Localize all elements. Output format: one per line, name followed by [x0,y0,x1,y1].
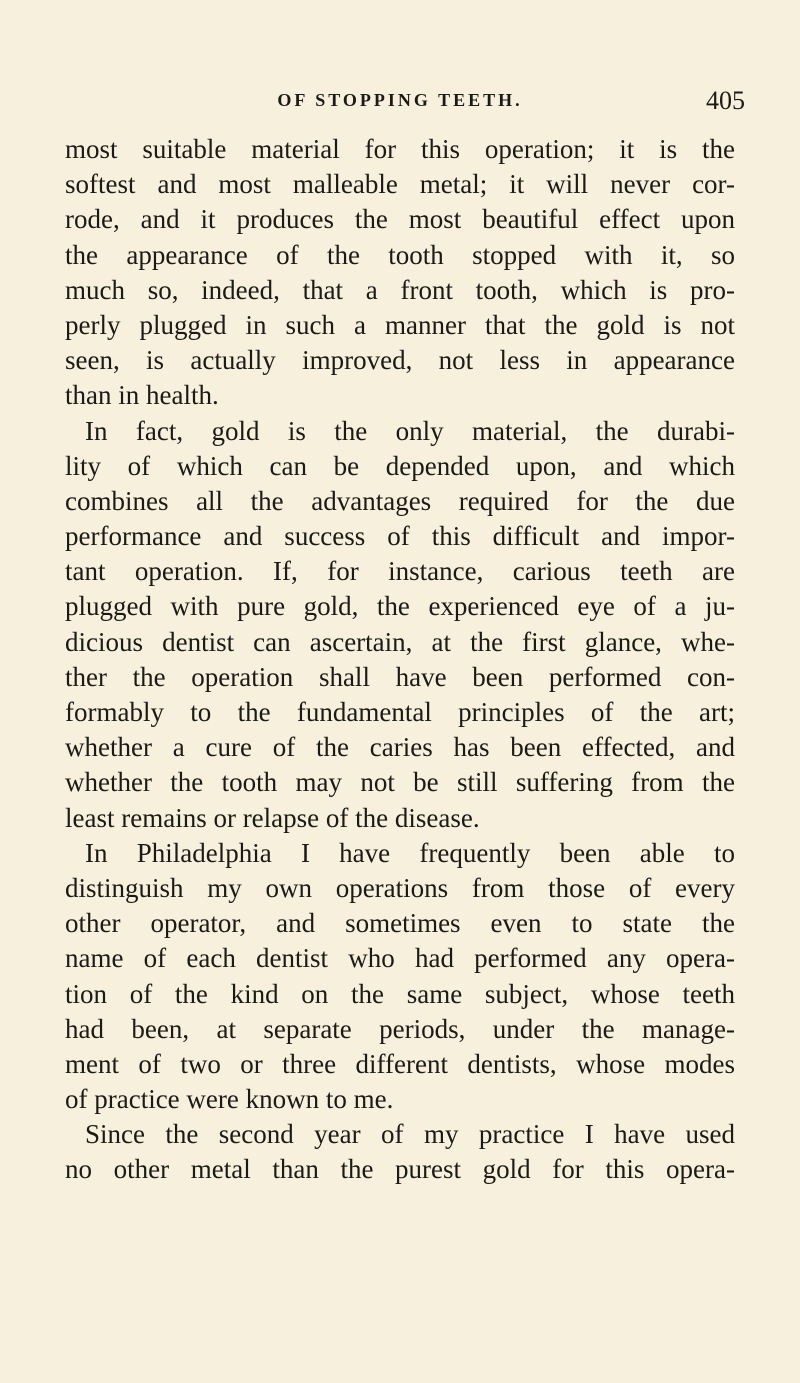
text-line: seen, is actually improved, not less in appearance [65,345,735,376]
page-number: 405 [706,86,745,115]
text-line: ment of two or three different dentists, whose modes [65,1048,735,1079]
text-line: lity of which can be depended upon, and which [65,450,735,481]
text-line: rode, and it produces the most beautiful effect upon [65,204,735,235]
running-head [0,86,800,120]
text-line: In Philadelphia I have frequently been able to [85,837,735,868]
text-line: performance and success of this difficult and impor- [65,521,735,552]
text-line: least remains or relapse of the disease. [65,802,480,833]
text-line: ther the operation shall have been performed con- [65,661,735,692]
text-line: than in health. [65,380,219,411]
text-line: softest and most malleable metal; it will never cor- [65,169,735,200]
text-line: much so, indeed, that a front tooth, which is pro- [65,274,735,305]
text-line: the appearance of the tooth stopped with it, so [65,239,735,270]
text-line: whether a cure of the caries has been effected, and [65,732,735,763]
text-line: perly plugged in such a manner that the gold is not [65,309,735,340]
text-line: name of each dentist who had performed any opera- [65,943,735,974]
text-line: formably to the fundamental principles of the art; [65,697,735,727]
text-line: tant operation. If, for instance, carious teeth are [65,556,735,587]
text-line: In fact, gold is the only material, the durabi- [85,415,735,446]
text-line: plugged with pure gold, the experienced eye of a ju- [65,591,735,622]
text-line: distinguish my own operations from those of every [65,872,735,903]
text-line: dicious dentist can ascertain, at the first glance, whe- [65,626,735,657]
text-line: other operator, and sometimes even to state the [65,908,735,939]
body-text [65,132,735,1188]
text-line: had been, at separate periods, under the manage- [65,1013,735,1044]
running-title: OF STOPPING TEETH. [277,90,523,110]
text-line: Since the second year of my practice I have used [85,1119,735,1150]
text-line: no other metal than the purest gold for this opera- [65,1154,735,1185]
text-line: combines all the advantages required for the due [65,485,735,516]
text-line: whether the tooth may not be still suffering from the [65,767,735,798]
text-line: of practice were known to me. [65,1084,394,1115]
text-line: tion of the kind on the same subject, whose teeth [65,978,735,1009]
text-line: most suitable material for this operation; it is the [65,134,735,164]
